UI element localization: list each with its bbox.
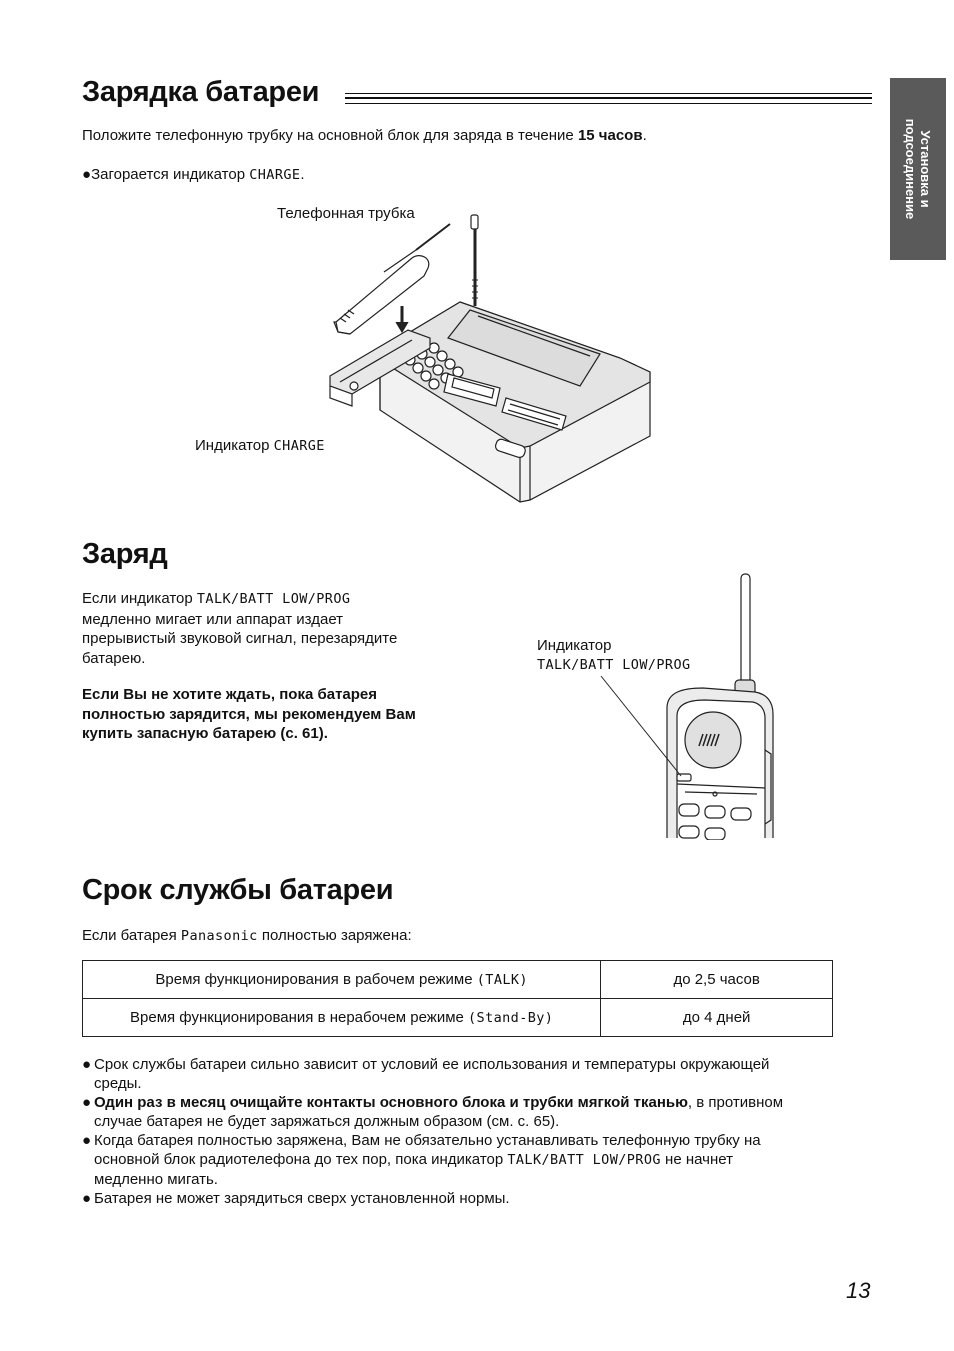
section2-p1-line3: прерывистый звуковой сигнал, перезарядите [82, 630, 398, 647]
note3-line1: Когда батарея полностью заряжена, Вам не обязательно устанавливать телефонную трубку на [94, 1132, 761, 1149]
section2-paragraph1 [82, 589, 462, 668]
row-code: (Stand-By) [468, 1010, 554, 1026]
battery-notes-list [82, 1055, 872, 1208]
list-item [82, 1189, 872, 1208]
note3-line2-suffix: не начнет [660, 1151, 733, 1168]
section3-intro-suffix: полностью заряжена: [257, 927, 412, 944]
section2-paragraph2 [82, 685, 462, 744]
table-cell-value: до 4 дней [601, 999, 833, 1037]
table-row [83, 999, 833, 1037]
page-number: 13 [846, 1278, 871, 1303]
section1-bullet [82, 165, 305, 186]
note2-line2: случае батарея не будет заряжаться должным образом (см. с. 65). [94, 1113, 560, 1130]
table-cell-value: до 2,5 часов [601, 961, 833, 999]
fig2-label-code: TALK/BATT LOW/PROG [537, 656, 691, 673]
row-label: Время функционирования в рабочем режиме [155, 971, 477, 988]
side-tab-line2: подсоединение [903, 118, 918, 220]
section2-p1-code: TALK/BATT LOW/PROG [196, 591, 351, 607]
title-rule-2 [345, 97, 872, 99]
battery-life-table [82, 960, 833, 1037]
section1-intro [82, 126, 647, 146]
note4: Батарея не может зарядиться сверх установленной нормы. [94, 1190, 510, 1207]
section3-intro [82, 926, 412, 947]
bullet-dot: ● [82, 1094, 92, 1111]
list-item [82, 1055, 872, 1093]
handset-illustration [595, 570, 785, 840]
section2-p2-line3: купить запасную батарею (с. 61). [82, 725, 328, 742]
table-cell-label [83, 999, 601, 1037]
note1-line1: Срок службы батареи сильно зависит от условий ее использования и температуры окружающей [94, 1056, 770, 1073]
note2-bold: Один раз в месяц очищайте контакты основного блока и трубки мягкой тканью [94, 1094, 688, 1111]
title-rule-3 [345, 103, 872, 104]
section1-bullet-text: Загорается индикатор [91, 166, 250, 183]
section2-p2-line2: полностью зарядится, мы рекомендуем Вам [82, 705, 416, 723]
side-tab [890, 78, 946, 260]
bullet-dot: ● [82, 1132, 92, 1149]
list-item [82, 1131, 872, 1189]
section1-bullet-end: . [300, 166, 305, 183]
note3-line2-prefix: основной блок радиотелефона до тех пор, пока индикатор [94, 1151, 508, 1168]
section1-title: Зарядка батареи [82, 76, 320, 108]
section2-title: Заряд [82, 538, 168, 570]
fig1-label-indicator [195, 436, 325, 457]
section1-intro-text: Положите телефонную трубку на основной блок для заряда в течение [82, 127, 578, 144]
note2-rest: , в противном [687, 1094, 784, 1111]
bullet-dot: ● [82, 1056, 92, 1073]
fig2-label-text: Индикатор [537, 637, 612, 654]
fig1-indicator-code: CHARGE [273, 438, 325, 454]
section2-p1-line2: медленно мигает или аппарат издает [82, 610, 344, 628]
note1-line2: среды. [94, 1075, 142, 1092]
bullet-dot: ● [82, 1190, 92, 1207]
section3-intro-code: Panasonic [180, 928, 258, 944]
title-rule-1 [345, 93, 872, 94]
table-cell-label [83, 961, 601, 999]
side-tab-text [903, 119, 933, 220]
section3-title: Срок службы батареи [82, 874, 394, 906]
note3-code: TALK/BATT LOW/PROG [507, 1152, 661, 1168]
fig1-label-handset: Телефонная трубка [277, 205, 415, 222]
fax-machine-illustration [320, 210, 660, 510]
side-tab-line1: Установка и [918, 130, 933, 208]
section1-bullet-code: CHARGE [249, 167, 301, 183]
fig1-indicator-text: Индикатор [195, 437, 274, 454]
section1-intro-end: . [642, 127, 647, 144]
bullet-dot: ● [82, 166, 92, 183]
section2-p1-line4: батарею. [82, 649, 146, 667]
section2-p2-line1: Если Вы не хотите ждать, пока батарея [82, 686, 378, 703]
section3-intro-prefix: Если батарея [82, 927, 181, 944]
row-code: (TALK) [476, 972, 528, 988]
section1-intro-bold: 15 часов [577, 127, 643, 144]
row-label: Время функционирования в нерабочем режиме [130, 1009, 469, 1026]
section2-p1-prefix: Если индикатор [82, 590, 197, 607]
note3-line3: медленно мигать. [94, 1171, 218, 1188]
table-row [83, 961, 833, 999]
list-item [82, 1093, 872, 1131]
